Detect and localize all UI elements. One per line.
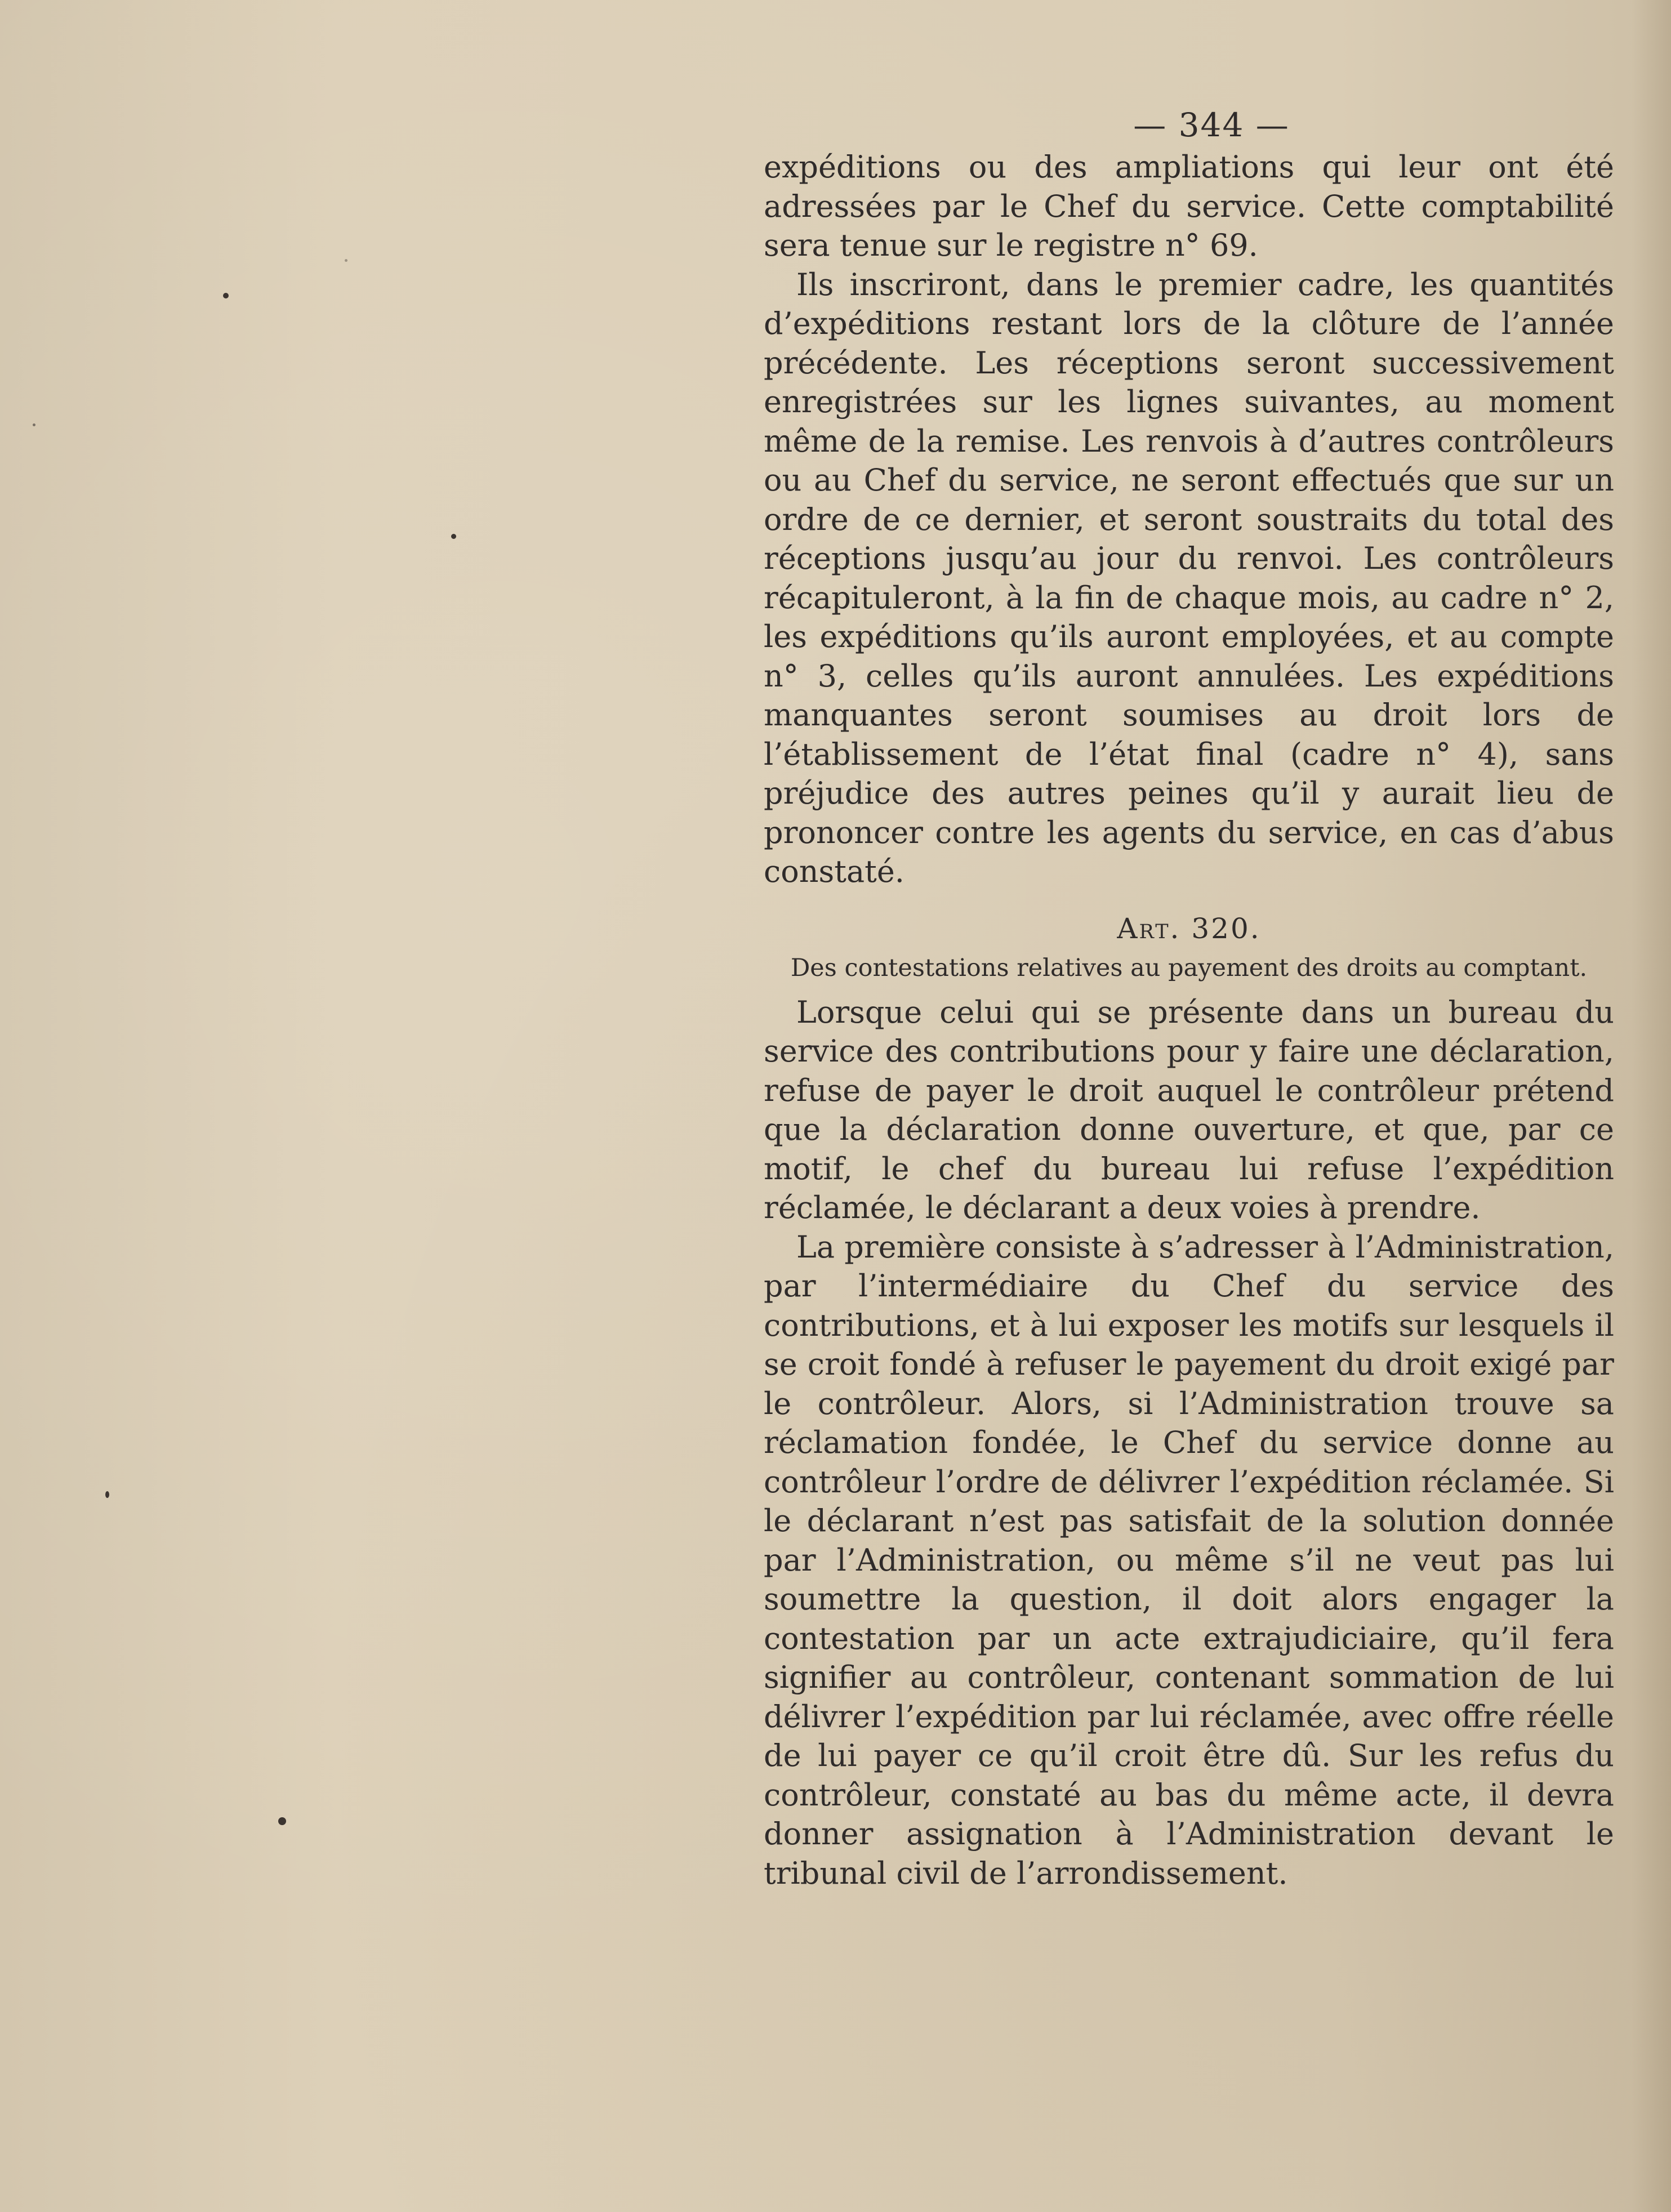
article-heading: Art. 320.	[1117, 912, 1261, 945]
ink-speck	[33, 423, 35, 426]
ink-speck	[278, 1817, 286, 1825]
ink-speck	[451, 534, 456, 539]
ink-speck	[105, 1491, 109, 1498]
paragraph: La première consiste à s’adresser à l’Administration, par l’intermédiaire du Chef du service des contributions, et à lui exposer les motifs sur lesquels il se croit fondé à refuser le payement du droit exigé par le contrôleur. Alors, si l’Administration trouve sa réclamation fondée, le Chef du service donne au contrôleur l’ordre de délivrer l’expédition réclamée. Si le déclarant n’est pas satisfait de la solution donnée par l’Administration, ou même s’il ne veut pas lui soumettre la question, il doit alors engager la contestation par un acte extrajudiciaire, qu’il fera signifier au contrôleur, contenant sommation de lui délivrer l’expédition par lui réclamée, avec offre réelle de lui payer ce qu’il croit être dû. Sur les refus du contrôleur, constaté au bas du même acte, il devra donner assignation à l’Administration devant le tribunal civil de l’arrondissement.	[764, 1229, 1614, 1891]
paragraph: Ils inscriront, dans le premier cadre, les quantités d’expéditions restant lors de la clôture de l’année précédente. Les réceptions seront successivement enregistrées sur les lignes suivantes, au moment même de la remise. Les renvois à d’autres contrôleurs ou au Chef du service, ne seront effectués que sur un ordre de ce dernier, et seront soustraits du total des réceptions jusqu’au jour du renvoi. Les contrôleurs récapituleront, à la fin de chaque mois, au cadre n° 2, les expéditions qu’ils auront employées, et au compte n° 3, celles qu’ils auront annulées. Les expéditions manquantes seront soumises au droit lors de l’établissement de l’état final (cadre n° 4), sans préjudice des autres peines qu’il y aurait lieu de prononcer contre les agents du service, en cas d’abus constaté.	[764, 266, 1614, 889]
paragraph: expéditions ou des ampliations qui leur ont été adressées par le Chef du service. Cette comptabilité sera tenue sur le registre n° 69.	[764, 149, 1614, 263]
ink-speck	[345, 259, 347, 262]
page-edge-shadow	[1632, 0, 1671, 2212]
text-column	[764, 102, 1614, 1893]
page-number: — 344 —	[1133, 106, 1290, 144]
paragraph: Lorsque celui qui se présente dans un bureau du service des contributions pour y faire une déclaration, refuse de payer le droit auquel le contrôleur prétend que la déclaration donne ouverture, et que, par ce motif, le chef du bureau lui refuse l’expédition réclamée, le déclarant a deux voies à prendre.	[764, 994, 1614, 1225]
ink-speck	[223, 293, 229, 298]
article-subtitle: Des contestations relatives au payement des droits au comptant.	[790, 953, 1588, 982]
